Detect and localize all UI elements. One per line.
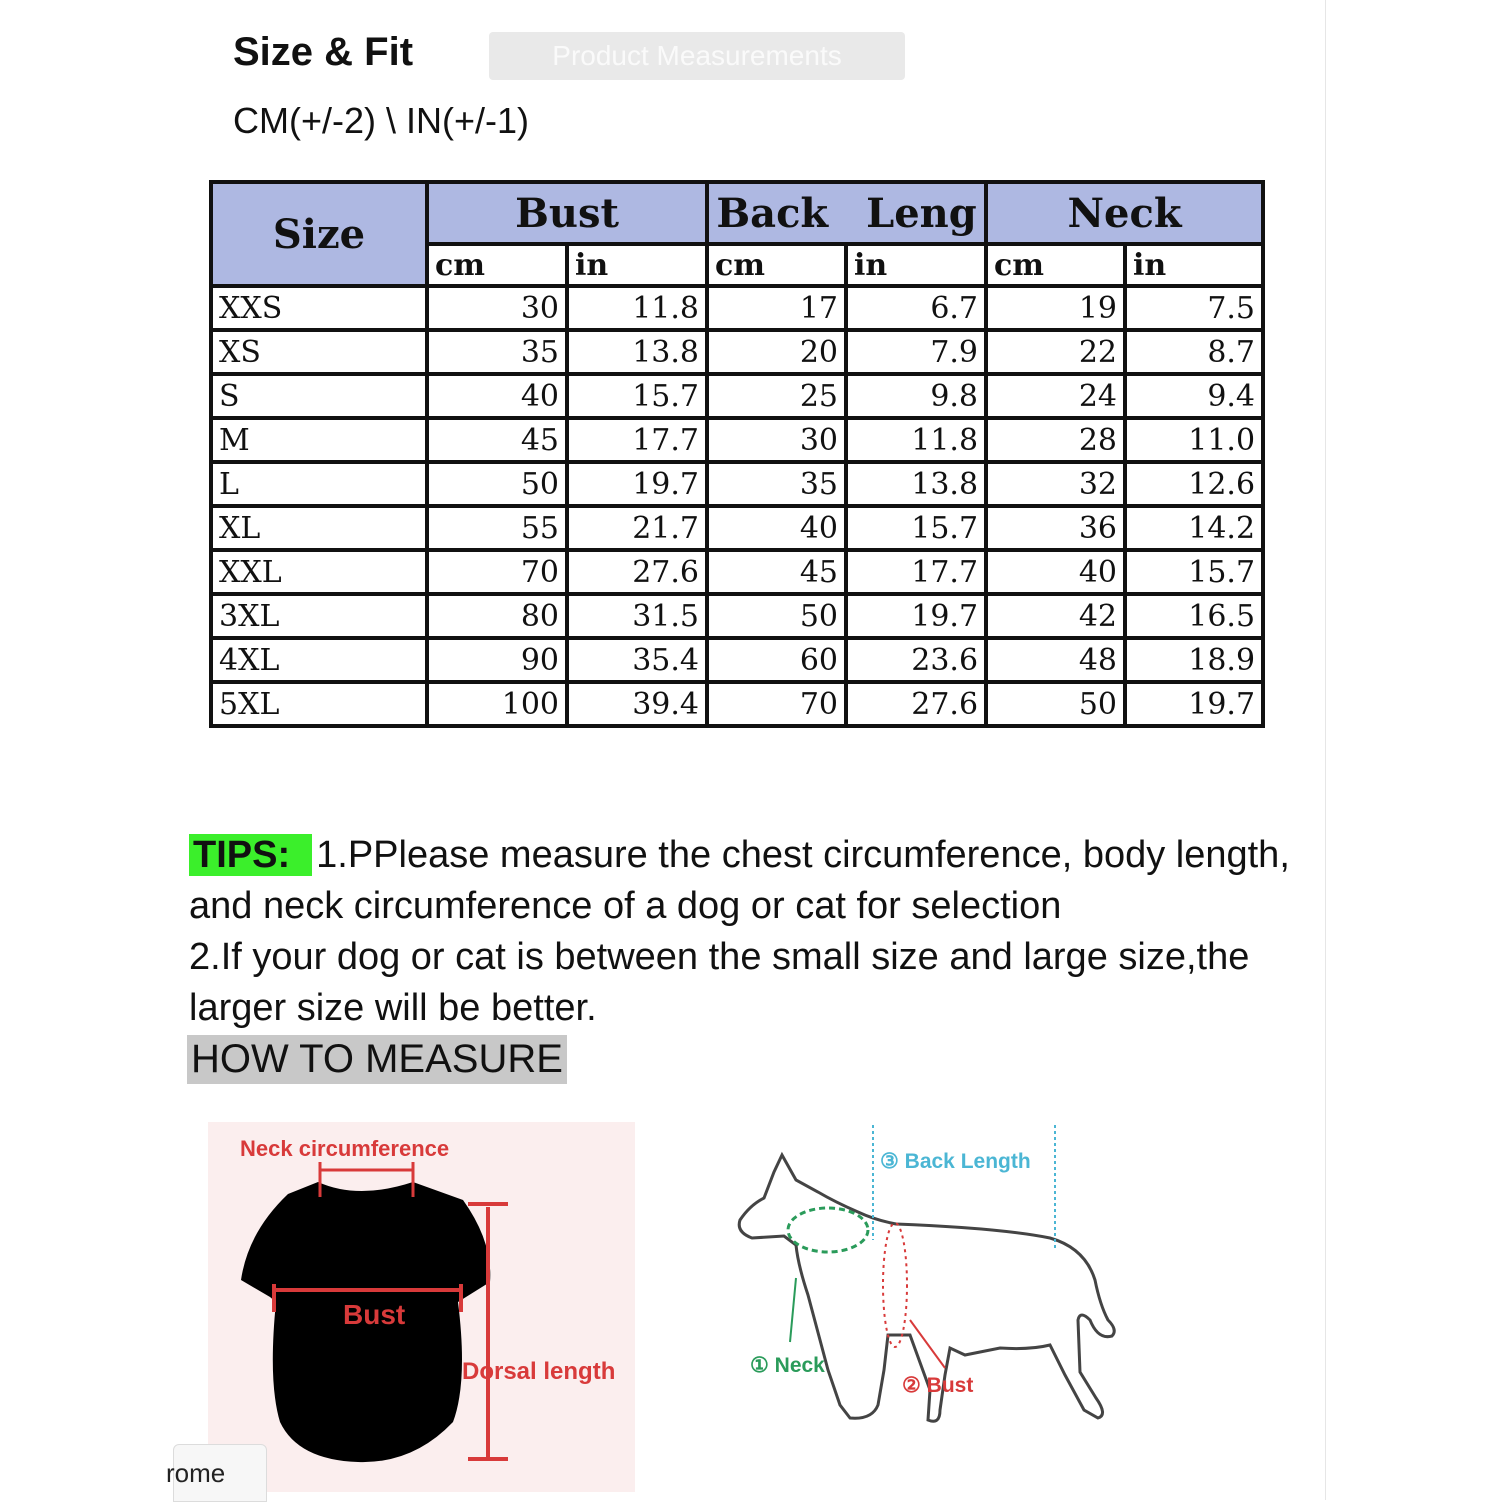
size-cell: XXL [211, 550, 427, 594]
size-cell: M [211, 418, 427, 462]
size-table [209, 180, 1265, 728]
unit-header: cm [427, 244, 567, 286]
back-length-header: Back Leng [707, 182, 986, 244]
unit-header: in [1125, 244, 1263, 286]
size-cell: XS [211, 330, 427, 374]
bust-in-cell: 31.5 [567, 594, 707, 638]
neck-in-cell: 11.0 [1125, 418, 1263, 462]
back-in-cell: 15.7 [846, 506, 986, 550]
size-cell: L [211, 462, 427, 506]
bust-in-cell: 17.7 [567, 418, 707, 462]
bust-in-cell: 27.6 [567, 550, 707, 594]
size-cell: 3XL [211, 594, 427, 638]
table-row [211, 682, 1263, 726]
back-cm-cell: 20 [707, 330, 846, 374]
neck-cm-cell: 40 [986, 550, 1125, 594]
page-title: Size & Fit [233, 30, 414, 74]
bust-label: Bust [343, 1299, 406, 1330]
how-to-measure-heading: HOW TO MEASURE [187, 1035, 567, 1084]
page-edge [1325, 0, 1501, 1500]
size-table-body [211, 286, 1263, 726]
browser-tab[interactable] [166, 1444, 267, 1502]
bust-cm-cell: 55 [427, 506, 567, 550]
neck-cm-cell: 48 [986, 638, 1125, 682]
back-cm-cell: 45 [707, 550, 846, 594]
back-in-cell: 9.8 [846, 374, 986, 418]
neck-in-cell: 16.5 [1125, 594, 1263, 638]
size-cell: 4XL [211, 638, 427, 682]
table-row [211, 418, 1263, 462]
table-row [211, 330, 1263, 374]
back-in-cell: 17.7 [846, 550, 986, 594]
neck-cm-cell: 28 [986, 418, 1125, 462]
table-row [211, 594, 1263, 638]
bust-cm-cell: 40 [427, 374, 567, 418]
neck-circumference-label: Neck circumference [240, 1136, 450, 1161]
back-cm-cell: 17 [707, 286, 846, 330]
unit-header: cm [707, 244, 846, 286]
neck-cm-cell: 42 [986, 594, 1125, 638]
bust-cm-cell: 50 [427, 462, 567, 506]
neck-cm-cell: 36 [986, 506, 1125, 550]
bust-in-cell: 15.7 [567, 374, 707, 418]
back-cm-cell: 50 [707, 594, 846, 638]
table-row [211, 462, 1263, 506]
neck-cm-cell: 19 [986, 286, 1125, 330]
bust-in-cell: 21.7 [567, 506, 707, 550]
neck-in-cell: 18.9 [1125, 638, 1263, 682]
shirt-illustration [208, 1122, 635, 1492]
bust-cm-cell: 30 [427, 286, 567, 330]
size-cell: S [211, 374, 427, 418]
unit-header: cm [986, 244, 1125, 286]
neck-cm-cell: 32 [986, 462, 1125, 506]
tips-text [189, 830, 1319, 1034]
neck-in-cell: 8.7 [1125, 330, 1263, 374]
back-length-label: ③ Back Length [880, 1150, 1031, 1173]
neck-in-cell: 14.2 [1125, 506, 1263, 550]
dog-illustration [700, 1120, 1160, 1450]
back-cm-cell: 60 [707, 638, 846, 682]
table-row [211, 638, 1263, 682]
size-cell: XXS [211, 286, 427, 330]
bust-cm-cell: 45 [427, 418, 567, 462]
tips-label: TIPS: [189, 834, 312, 876]
garment-diagram [208, 1122, 635, 1492]
size-cell: 5XL [211, 682, 427, 726]
table-row [211, 506, 1263, 550]
dorsal-length-label: Dorsal length [462, 1358, 616, 1385]
tip-1: 1.PPlease measure the chest circumference, body length, and neck circumference of a dog or cat for selection [189, 834, 1290, 927]
browser-tab-label: rome [166, 1458, 226, 1488]
unit-header: in [567, 244, 707, 286]
back-in-cell: 23.6 [846, 638, 986, 682]
back-in-cell: 27.6 [846, 682, 986, 726]
neck-header: Neck [986, 182, 1263, 244]
bust-in-cell: 39.4 [567, 682, 707, 726]
neck-in-cell: 7.5 [1125, 286, 1263, 330]
bust-cm-cell: 100 [427, 682, 567, 726]
neck-in-cell: 12.6 [1125, 462, 1263, 506]
bust-cm-cell: 35 [427, 330, 567, 374]
bust-in-cell: 13.8 [567, 330, 707, 374]
neck-in-cell: 19.7 [1125, 682, 1263, 726]
neck-cm-cell: 24 [986, 374, 1125, 418]
bust-header: Bust [427, 182, 707, 244]
bust-cm-cell: 80 [427, 594, 567, 638]
size-cell: XL [211, 506, 427, 550]
bust-cm-cell: 70 [427, 550, 567, 594]
table-row [211, 286, 1263, 330]
dog-diagram [700, 1120, 1160, 1450]
table-row [211, 374, 1263, 418]
table-row [211, 550, 1263, 594]
unit-header: in [846, 244, 986, 286]
bust-in-cell: 11.8 [567, 286, 707, 330]
product-measurements-tab[interactable]: Product Measurements [489, 32, 905, 80]
neck-in-cell: 9.4 [1125, 374, 1263, 418]
back-in-cell: 6.7 [846, 286, 986, 330]
neck-cm-cell: 22 [986, 330, 1125, 374]
back-in-cell: 13.8 [846, 462, 986, 506]
bust-diagram-label: ② Bust [902, 1374, 974, 1397]
neck-cm-cell: 50 [986, 682, 1125, 726]
bust-in-cell: 35.4 [567, 638, 707, 682]
neck-in-cell: 15.7 [1125, 550, 1263, 594]
back-in-cell: 11.8 [846, 418, 986, 462]
back-cm-cell: 70 [707, 682, 846, 726]
back-cm-cell: 40 [707, 506, 846, 550]
back-in-cell: 19.7 [846, 594, 986, 638]
size-column-header: Size [211, 182, 427, 286]
bust-cm-cell: 90 [427, 638, 567, 682]
tip-2: 2.If your dog or cat is between the small size and large size,the larger size will be better. [189, 936, 1250, 1029]
neck-label: ① Neck [750, 1354, 825, 1377]
back-cm-cell: 35 [707, 462, 846, 506]
back-in-cell: 7.9 [846, 330, 986, 374]
tolerance-note: CM(+/-2) \ IN(+/-1) [233, 100, 530, 141]
back-cm-cell: 30 [707, 418, 846, 462]
back-cm-cell: 25 [707, 374, 846, 418]
bust-in-cell: 19.7 [567, 462, 707, 506]
